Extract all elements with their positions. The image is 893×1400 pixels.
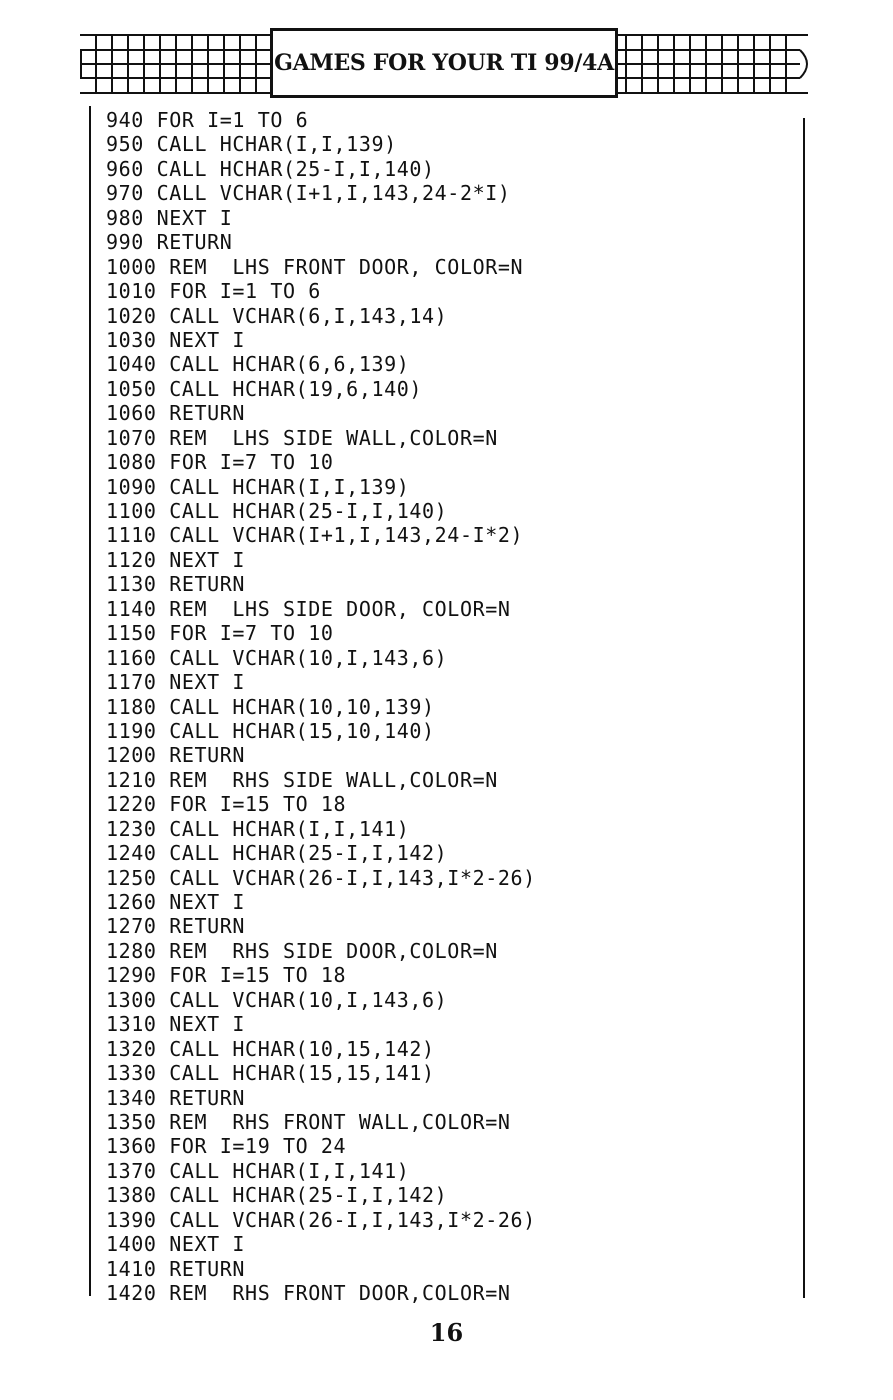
code-line: 1050 CALL HCHAR(19,6,140) bbox=[106, 376, 423, 401]
code-line: 980 NEXT I bbox=[106, 205, 233, 230]
code-line: 1060 RETURN bbox=[106, 401, 246, 426]
code-line: 1280 REM RHS SIDE DOOR,COLOR=N bbox=[106, 938, 498, 963]
code-line: 1210 REM RHS SIDE WALL,COLOR=N bbox=[106, 767, 498, 792]
code-line: 1140 REM LHS SIDE DOOR, COLOR=N bbox=[106, 596, 511, 621]
code-line: 1330 CALL HCHAR(15,15,141) bbox=[106, 1061, 435, 1086]
code-line: 1190 CALL HCHAR(15,10,140) bbox=[106, 718, 435, 743]
code-line: 1160 CALL VCHAR(10,I,143,6) bbox=[106, 645, 448, 670]
code-line: 1400 NEXT I bbox=[106, 1232, 246, 1257]
code-line: 1030 NEXT I bbox=[106, 327, 246, 352]
code-line: 1340 RETURN bbox=[106, 1085, 246, 1110]
right-margin-rule bbox=[803, 118, 805, 1298]
page-header bbox=[80, 28, 808, 100]
code-line: 1100 CALL HCHAR(25-I,I,140) bbox=[106, 499, 448, 523]
code-line: 1150 FOR I=7 TO 10 bbox=[106, 621, 334, 646]
code-line: 1260 NEXT I bbox=[106, 890, 246, 914]
code-line: 1250 CALL VCHAR(26-I,I,143,I*2-26) bbox=[106, 865, 536, 890]
header-grid-right bbox=[610, 34, 808, 94]
code-line: 1380 CALL HCHAR(25-I,I,142) bbox=[106, 1183, 448, 1208]
code-line: 1180 CALL HCHAR(10,10,139) bbox=[106, 694, 435, 719]
basic-program-listing bbox=[106, 108, 796, 1305]
code-line: 960 CALL HCHAR(25-I,I,140) bbox=[106, 156, 435, 181]
code-line: 1110 CALL VCHAR(I+1,I,143,24-I*2) bbox=[106, 523, 524, 548]
code-line: 1040 CALL HCHAR(6,6,139) bbox=[106, 352, 410, 377]
code-line: 1240 CALL HCHAR(25-I,I,142) bbox=[106, 841, 448, 866]
code-line: 1120 NEXT I bbox=[106, 547, 246, 572]
code-line: 1070 REM LHS SIDE WALL,COLOR=N bbox=[106, 425, 498, 450]
code-line: 1230 CALL HCHAR(I,I,141) bbox=[106, 816, 410, 841]
code-line: 1290 FOR I=15 TO 18 bbox=[106, 963, 347, 988]
code-line: 1020 CALL VCHAR(6,I,143,14) bbox=[106, 303, 448, 328]
code-line: 940 FOR I=1 TO 6 bbox=[106, 108, 309, 132]
code-line: 1200 RETURN bbox=[106, 743, 246, 768]
left-margin-rule bbox=[89, 106, 91, 1296]
header-grid-left bbox=[80, 34, 272, 94]
code-line: 1300 CALL VCHAR(10,I,143,6) bbox=[106, 987, 448, 1012]
code-line: 1350 REM RHS FRONT WALL,COLOR=N bbox=[106, 1109, 511, 1134]
code-line: 950 CALL HCHAR(I,I,139) bbox=[106, 132, 397, 157]
code-line: 990 RETURN bbox=[106, 230, 233, 255]
code-line: 1270 RETURN bbox=[106, 914, 246, 939]
code-line: 1370 CALL HCHAR(I,I,141) bbox=[106, 1158, 410, 1183]
code-line: 1410 RETURN bbox=[106, 1256, 246, 1281]
code-line: 1320 CALL HCHAR(10,15,142) bbox=[106, 1036, 435, 1061]
code-line: 1390 CALL VCHAR(26-I,I,143,I*2-26) bbox=[106, 1207, 536, 1232]
code-line: 1310 NEXT I bbox=[106, 1012, 246, 1037]
code-line: 1000 REM LHS FRONT DOOR, COLOR=N bbox=[106, 254, 524, 279]
page-number: 16 bbox=[429, 1318, 464, 1347]
code-line: 1420 REM RHS FRONT DOOR,COLOR=N bbox=[106, 1281, 511, 1305]
code-line: 1220 FOR I=15 TO 18 bbox=[106, 792, 347, 817]
code-line: 1170 NEXT I bbox=[106, 670, 246, 695]
code-line: 970 CALL VCHAR(I+1,I,143,24-2*I) bbox=[106, 181, 511, 206]
book-title: GAMES FOR YOUR TI 99/4A bbox=[274, 50, 614, 76]
code-line: 1010 FOR I=1 TO 6 bbox=[106, 279, 321, 304]
code-line: 1360 FOR I=19 TO 24 bbox=[106, 1134, 347, 1159]
code-line: 1090 CALL HCHAR(I,I,139) bbox=[106, 474, 410, 499]
code-line: 1130 RETURN bbox=[106, 572, 246, 597]
code-line: 1080 FOR I=7 TO 10 bbox=[106, 450, 334, 475]
header-title-box bbox=[270, 28, 618, 98]
